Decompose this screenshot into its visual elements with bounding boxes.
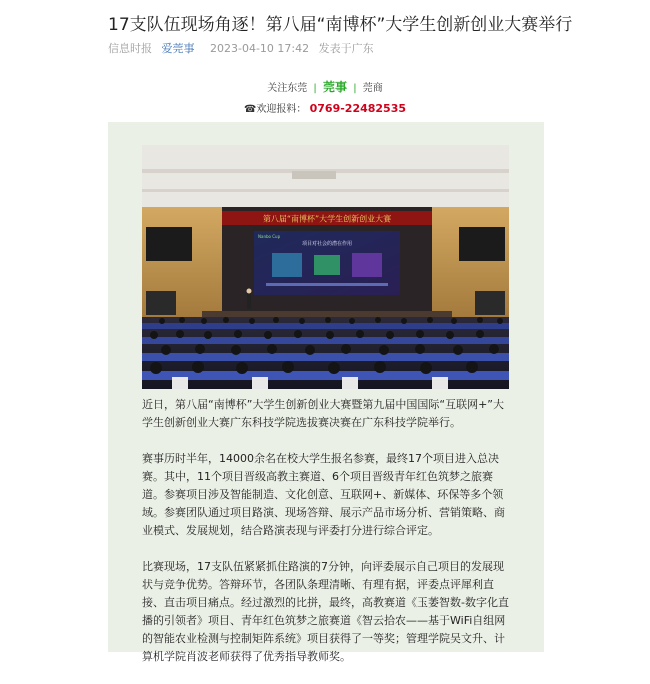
- slide-corner-text: Nanbo Cup: [258, 234, 281, 239]
- paragraph: 赛事历时半年，14000余名在校大学生报名参赛，最终17个项目进入总决赛。其中，11个项目晋级高教主赛道、6个项目晋级青年红色筑梦之旅赛道。参赛项目涉及智能制造、文化创意、互联网+、新媒体、环保等多个领域。参赛团队通过项目路演、现场答辩、展示产品市场分析、营销策略、商业模式、发展规划，结合路演表现与评委打分进行综合评定。: [142, 452, 505, 537]
- follow-suffix[interactable]: 莞商: [362, 83, 383, 94]
- article-meta: [108, 40, 374, 56]
- event-photo-illustration: [142, 145, 509, 389]
- paragraph: 比赛现场，17支队伍紧紧抓住路演的7分钟，向评委展示自己项目的发展现状与竞争优势。答辩环节，各团队条理清晰、有理有据，评委点评犀利直接、直击项目痛点。经过激烈的比拼，最终，高教赛道《玉萎智数-数字化直播的引领者》项目、青年红色筑梦之旅赛道《智云拾农——基于WiFi自组网的智能农业检测与控制矩阵系统》项目获得了一等奖；管理学院吴文升、计算机学院肖波老师获得了优秀指导教师奖。: [142, 560, 509, 663]
- event-photo: [142, 145, 509, 389]
- follow-brand[interactable]: 莞事: [322, 80, 347, 94]
- article-body-card: [108, 122, 544, 663]
- follow-prefix: 关注东莞: [267, 83, 308, 94]
- meta-label: 信息时报: [108, 42, 152, 55]
- paragraph: 近日，第八届“南博杯”大学生创新创业大赛暨第九届中国国际“互联网+”大学生创新创业大赛广东科技学院选拔赛决赛在广东科技学院举行。: [142, 398, 505, 429]
- follow-line: [0, 78, 650, 95]
- hotline-label: ☎欢迎报料：: [243, 104, 307, 115]
- slide-title-text: 项目对社会的潜在作用: [301, 241, 353, 247]
- article-text: [142, 396, 512, 684]
- article-title: 17支队伍现场角逐！第八届“南博杯”大学生创新创业大赛举行: [108, 15, 573, 35]
- source-link[interactable]: 爱莞事: [161, 42, 195, 55]
- hotline-line: [0, 100, 650, 115]
- hotline-phone: 0769-22482535: [309, 102, 407, 115]
- follow-separator-2: |: [353, 83, 357, 94]
- stage-banner-text: 第八届“南博杯”大学生创新创业大赛: [262, 214, 392, 224]
- publish-time: 2023-04-10 17:42: [210, 42, 310, 55]
- follow-separator: |: [313, 83, 317, 94]
- publish-location: 发表于广东: [318, 42, 374, 55]
